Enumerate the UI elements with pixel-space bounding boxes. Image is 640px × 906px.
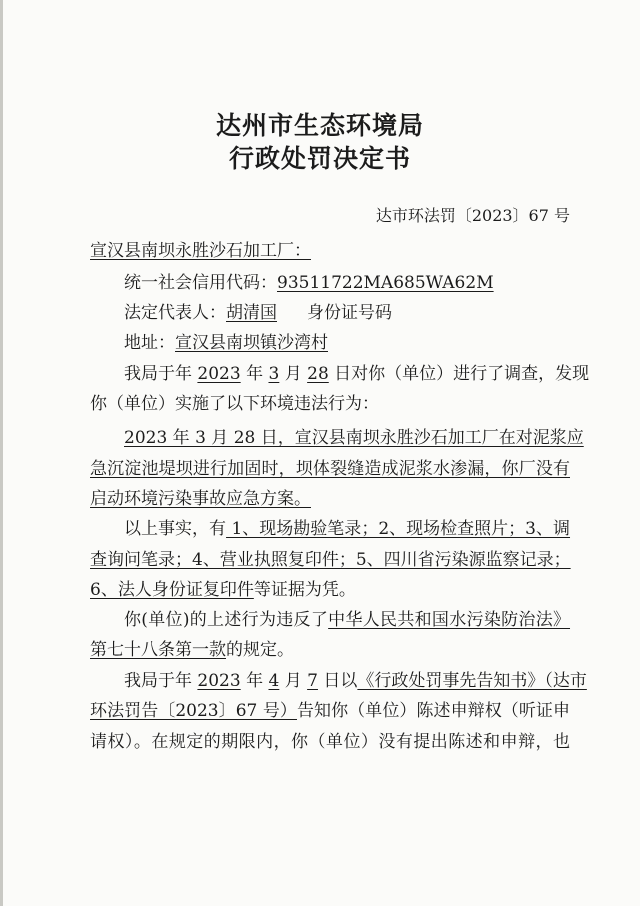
notice-doc-number: 环法罚告〔2023〕67 号） xyxy=(90,701,297,721)
para1-line2: 你（单位）实施了以下环境违法行为： xyxy=(90,394,379,414)
document-title-issuer: 达州市生态环境局 xyxy=(215,111,424,140)
law-name: 中华人民共和国水污染防治法》 xyxy=(328,610,571,630)
address-label: 地址： xyxy=(124,333,175,353)
notice-doc-title: 《行政处罚事先告知书》（达市 xyxy=(357,671,587,691)
law-article: 第七十八条第一款 xyxy=(90,640,226,660)
evidence-list-1: 1、现场勘验笔录；2、现场检查照片；3、调 xyxy=(226,519,571,539)
violation-line2: 急沉淀池堤坝进行加固时，坝体裂缝造成泥浆水渗漏，你厂没有 xyxy=(90,459,570,479)
violation-line1: 2023 年 3 月 28 日，宣汉县南坝永胜沙石加工厂在对泥浆应 xyxy=(124,428,584,448)
credit-code-line xyxy=(124,268,494,293)
law-line1: 你(单位)的上述行为违反了中华人民共和国水污染防治法》 xyxy=(124,610,571,630)
notice-day: 7 xyxy=(307,671,318,691)
legal-rep-label: 法定代表人： xyxy=(124,303,226,323)
violation-line3: 启动环境污染事故应急方案。 xyxy=(90,489,311,509)
document-number: 达市环法罚〔2023〕67 号 xyxy=(375,206,570,225)
evidence-list-3: 6、法人身份证复印件 xyxy=(90,580,254,600)
notice-year: 2023 xyxy=(197,671,241,691)
survey-year: 2023 xyxy=(197,364,241,384)
legal-rep-name: 胡清国 xyxy=(226,303,277,323)
notice-line2: 环法罚告〔2023〕67 号）告知你（单位）陈述申辩权（听证申 xyxy=(90,701,570,721)
id-number-label: 身份证号码 xyxy=(307,303,392,323)
address-value: 宣汉县南坝镇沙湾村 xyxy=(175,333,328,353)
para1-line1: 我局于年 2023 年 3 月 28 日对你（单位）进行了调查，发现 xyxy=(124,364,590,384)
survey-month: 3 xyxy=(268,364,280,384)
credit-code-label: 统一社会信用代码： xyxy=(124,273,277,293)
evidence-line2: 查询问笔录；4、营业执照复印件；5、四川省污染源监察记录； xyxy=(90,550,571,570)
party-name: 宣汉县南坝永胜沙石加工厂： xyxy=(90,241,311,261)
evidence-line1: 以上事实，有 1、现场勘验笔录；2、现场检查照片；3、调 xyxy=(124,519,571,539)
evidence-line3: 6、法人身份证复印件等证据为凭。 xyxy=(90,580,356,600)
address-line xyxy=(124,328,328,353)
notice-line3: 请权）。在规定的期限内，你（单位）没有提出陈述和申辩，也 xyxy=(90,732,570,752)
credit-code-value: 93511722MA685WA62M xyxy=(277,273,494,293)
document-title-type: 行政处罚决定书 xyxy=(228,144,411,173)
notice-line1: 我局于年 2023 年 4 月 7 日以《行政处罚事先告知书》（达市 xyxy=(124,671,587,691)
legal-rep-line xyxy=(124,298,392,323)
law-line2: 第七十八条第一款的规定。 xyxy=(90,640,294,660)
survey-day: 28 xyxy=(307,364,329,384)
notice-month: 4 xyxy=(268,671,280,691)
